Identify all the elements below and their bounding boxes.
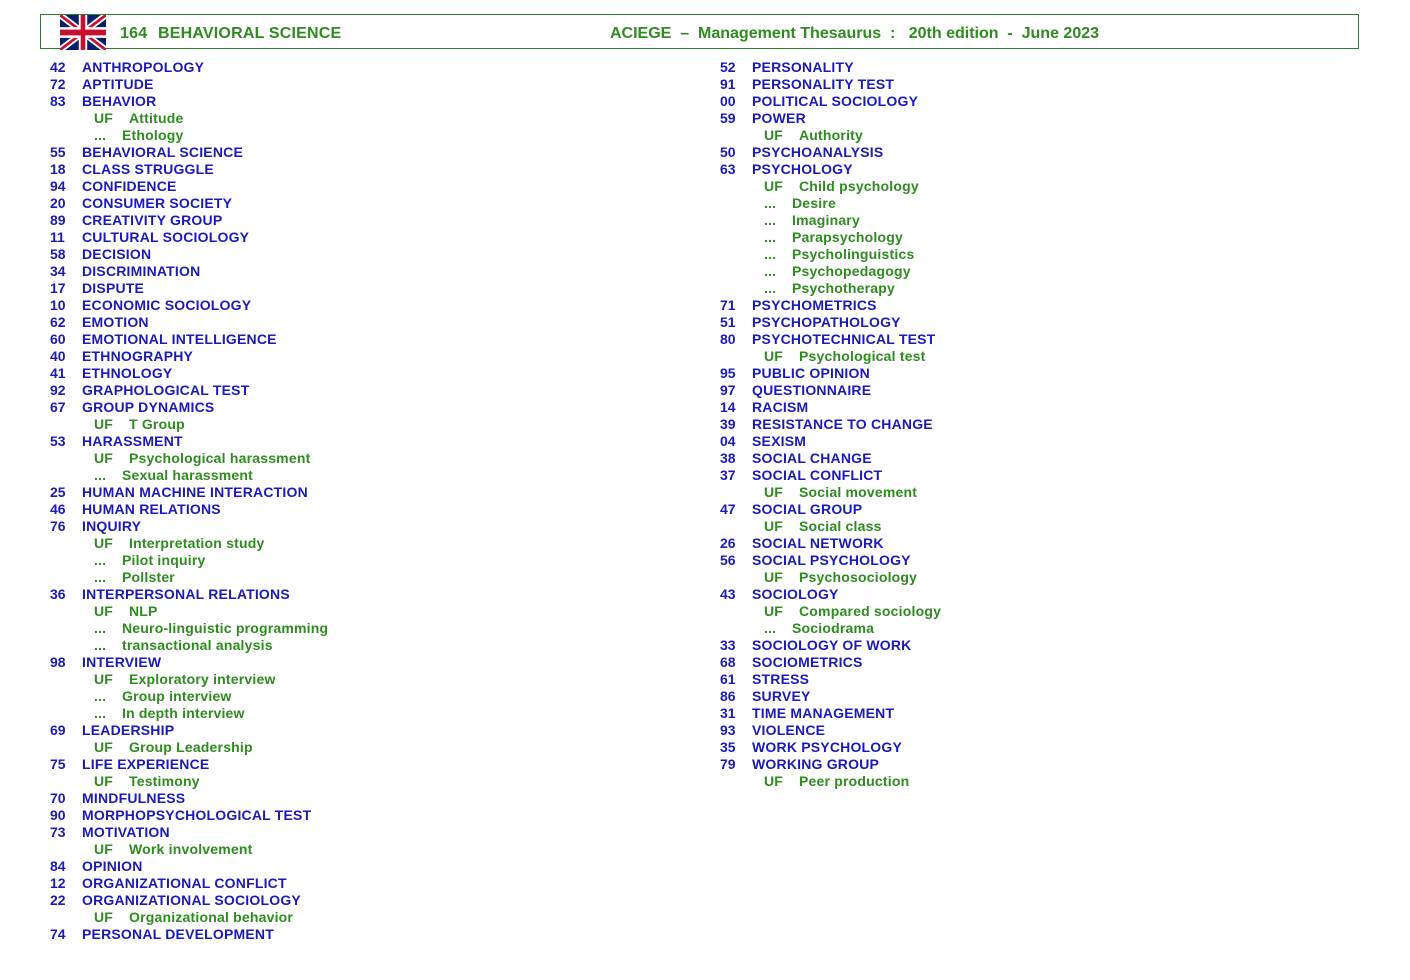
relation-marker: ... (764, 212, 777, 228)
related-term-label: Pilot inquiry (122, 552, 206, 568)
thesaurus-term-row (720, 654, 941, 671)
related-term-label: Authority (799, 127, 864, 143)
term-code: 26 (720, 535, 736, 551)
term-code: 84 (50, 858, 66, 874)
term-code: 71 (720, 297, 736, 313)
related-term-row (50, 773, 328, 790)
term-label: SOCIAL GROUP (752, 501, 863, 517)
thesaurus-term-row (720, 739, 941, 756)
term-label: CONFIDENCE (82, 178, 177, 194)
term-label: GRAPHOLOGICAL TEST (82, 382, 250, 398)
term-label: APTITUDE (82, 76, 154, 92)
term-label: PERSONAL DEVELOPMENT (82, 926, 274, 942)
thesaurus-term-row (720, 331, 941, 348)
related-term-label: Psychological test (799, 348, 926, 364)
related-term-row (50, 671, 328, 688)
term-label: MORPHOPSYCHOLOGICAL TEST (82, 807, 312, 823)
related-term-row (720, 603, 941, 620)
term-label: LEADERSHIP (82, 722, 175, 738)
term-label: EMOTIONAL INTELLIGENCE (82, 331, 277, 347)
term-code: 92 (50, 382, 66, 398)
relation-marker: UF (94, 671, 114, 687)
related-term-row (50, 110, 328, 127)
related-term-label: Parapsychology (792, 229, 903, 245)
thesaurus-term-row (50, 722, 328, 739)
term-label: HUMAN MACHINE INTERACTION (82, 484, 308, 500)
term-code: 14 (720, 399, 736, 415)
term-code: 69 (50, 722, 66, 738)
uk-flag-icon (60, 15, 106, 50)
related-term-row (720, 280, 941, 297)
term-code: 62 (50, 314, 66, 330)
relation-marker: UF (764, 518, 784, 534)
term-label: WORKING GROUP (752, 756, 880, 772)
related-term-row (50, 416, 328, 433)
thesaurus-term-row (720, 756, 941, 773)
term-code: 86 (720, 688, 736, 704)
thesaurus-term-row (720, 501, 941, 518)
related-term-row (720, 348, 941, 365)
term-label: DISPUTE (82, 280, 145, 296)
term-code: 37 (720, 467, 736, 483)
term-label: PERSONALITY TEST (752, 76, 895, 92)
term-code: 41 (50, 365, 66, 381)
thesaurus-term-row (720, 144, 941, 161)
related-term-row (50, 603, 328, 620)
thesaurus-term-row (720, 637, 941, 654)
relation-marker: ... (94, 688, 107, 704)
term-label: ORGANIZATIONAL SOCIOLOGY (82, 892, 301, 908)
term-code: 20 (50, 195, 66, 211)
term-code: 38 (720, 450, 736, 466)
related-term-row (50, 909, 328, 926)
term-label: CLASS STRUGGLE (82, 161, 214, 177)
term-label: DISCRIMINATION (82, 263, 201, 279)
thesaurus-term-row (720, 433, 941, 450)
term-code: 12 (50, 875, 66, 891)
right-term-column (720, 59, 941, 790)
relation-marker: UF (764, 348, 784, 364)
term-label: SOCIOLOGY OF WORK (752, 637, 912, 653)
thesaurus-term-row (50, 858, 328, 875)
thesaurus-term-row (50, 212, 328, 229)
related-term-label: Group Leadership (129, 739, 253, 755)
thesaurus-term-row (50, 484, 328, 501)
term-code: 47 (720, 501, 736, 517)
related-term-row (720, 246, 941, 263)
related-term-label: Pollster (122, 569, 175, 585)
term-code: 11 (50, 229, 65, 245)
related-term-row (720, 569, 941, 586)
thesaurus-term-row (720, 552, 941, 569)
related-term-label: Social class (799, 518, 882, 534)
term-label: MOTIVATION (82, 824, 170, 840)
relation-marker: UF (94, 773, 114, 789)
relation-marker: UF (94, 416, 114, 432)
term-label: SOCIAL PSYCHOLOGY (752, 552, 911, 568)
related-term-label: NLP (129, 603, 158, 619)
thesaurus-term-row (50, 195, 328, 212)
term-label: PERSONALITY (752, 59, 854, 75)
relation-marker: UF (94, 603, 114, 619)
term-label: ETHNOLOGY (82, 365, 173, 381)
thesaurus-term-row (50, 790, 328, 807)
term-label: OPINION (82, 858, 143, 874)
term-code: 40 (50, 348, 66, 364)
related-term-label: Work involvement (129, 841, 253, 857)
term-label: RACISM (752, 399, 809, 415)
relation-marker: UF (764, 127, 784, 143)
term-code: 91 (720, 76, 736, 92)
relation-marker: UF (764, 569, 784, 585)
thesaurus-term-row (720, 314, 941, 331)
left-term-column (50, 59, 328, 943)
thesaurus-term-row (50, 331, 328, 348)
thesaurus-term-row (720, 535, 941, 552)
thesaurus-term-row (50, 314, 328, 331)
related-term-row (720, 178, 941, 195)
term-label: RESISTANCE TO CHANGE (752, 416, 933, 432)
term-code: 36 (50, 586, 66, 602)
term-label: EMOTION (82, 314, 149, 330)
related-term-label: Child psychology (799, 178, 919, 194)
term-code: 33 (720, 637, 736, 653)
term-code: 93 (720, 722, 736, 738)
related-term-row (50, 841, 328, 858)
term-label: PSYCHOPATHOLOGY (752, 314, 901, 330)
term-code: 80 (720, 331, 736, 347)
thesaurus-term-row (50, 246, 328, 263)
relation-marker: ... (94, 127, 107, 143)
term-code: 59 (720, 110, 736, 126)
thesaurus-term-row (720, 450, 941, 467)
related-term-row (720, 195, 941, 212)
term-label: HARASSMENT (82, 433, 183, 449)
term-code: 25 (50, 484, 66, 500)
term-code: 72 (50, 76, 66, 92)
term-label: ECONOMIC SOCIOLOGY (82, 297, 252, 313)
term-code: 35 (720, 739, 736, 755)
thesaurus-term-row (50, 229, 328, 246)
thesaurus-term-row (50, 348, 328, 365)
thesaurus-term-row (720, 76, 941, 93)
thesaurus-term-row (720, 161, 941, 178)
related-term-label: Psychosociology (799, 569, 918, 585)
term-label: INQUIRY (82, 518, 142, 534)
related-term-row (720, 263, 941, 280)
relation-marker: UF (764, 484, 784, 500)
term-label: SEXISM (752, 433, 807, 449)
term-code: 98 (50, 654, 66, 670)
term-code: 46 (50, 501, 66, 517)
relation-marker: ... (94, 705, 107, 721)
relation-marker: UF (94, 909, 114, 925)
thesaurus-term-row (720, 382, 941, 399)
term-code: 50 (720, 144, 736, 160)
term-code: 94 (50, 178, 66, 194)
term-label: PSYCHOMETRICS (752, 297, 877, 313)
term-code: 67 (50, 399, 66, 415)
thesaurus-term-row (720, 722, 941, 739)
related-term-label: Attitude (129, 110, 184, 126)
relation-marker: ... (94, 637, 107, 653)
term-label: SOCIAL CHANGE (752, 450, 872, 466)
relation-marker: UF (764, 773, 784, 789)
related-term-label: Psychological harassment (129, 450, 311, 466)
term-code: 70 (50, 790, 66, 806)
thesaurus-term-row (50, 433, 328, 450)
related-term-row (720, 229, 941, 246)
thesaurus-term-row (50, 501, 328, 518)
relation-marker: UF (94, 110, 114, 126)
term-code: 83 (50, 93, 66, 109)
thesaurus-term-row (720, 671, 941, 688)
related-term-row (50, 535, 328, 552)
term-label: TIME MANAGEMENT (752, 705, 895, 721)
relation-marker: UF (764, 178, 784, 194)
term-label: ANTHROPOLOGY (82, 59, 205, 75)
related-term-row (50, 739, 328, 756)
related-term-row (720, 484, 941, 501)
relation-marker: ... (764, 195, 777, 211)
related-term-row (50, 688, 328, 705)
related-term-row (50, 620, 328, 637)
thesaurus-term-row (50, 365, 328, 382)
thesaurus-term-row (720, 416, 941, 433)
page-number: 164 (120, 25, 148, 42)
related-term-label: Social movement (799, 484, 918, 500)
related-term-row (720, 620, 941, 637)
related-term-label: Psychopedagogy (792, 263, 911, 279)
thesaurus-term-row (720, 705, 941, 722)
thesaurus-term-row (50, 756, 328, 773)
section-name: BEHAVIORAL SCIENCE (157, 25, 342, 42)
term-label: INTERPERSONAL RELATIONS (82, 586, 290, 602)
term-code: 89 (50, 212, 66, 228)
thesaurus-term-row (50, 161, 328, 178)
term-label: CULTURAL SOCIOLOGY (82, 229, 250, 245)
thesaurus-term-row (50, 178, 328, 195)
term-label: SOCIAL NETWORK (752, 535, 884, 551)
related-term-row (720, 518, 941, 535)
related-term-row (50, 637, 328, 654)
relation-marker: ... (94, 552, 107, 568)
related-term-label: Sociodrama (792, 620, 875, 636)
term-label: SURVEY (752, 688, 811, 704)
thesaurus-term-row (50, 926, 328, 943)
term-code: 18 (50, 161, 66, 177)
relation-marker: ... (764, 620, 777, 636)
thesaurus-term-row (50, 297, 328, 314)
term-label: MINDFULNESS (82, 790, 186, 806)
term-code: 17 (50, 280, 66, 296)
relation-marker: ... (94, 467, 107, 483)
publication-title: ACIEGE – Management Thesaurus : 20th edition - June 2023 (610, 25, 1100, 42)
term-label: PUBLIC OPINION (752, 365, 870, 381)
term-code: 73 (50, 824, 66, 840)
term-code: 58 (50, 246, 66, 262)
relation-marker: ... (764, 246, 777, 262)
thesaurus-term-row (50, 654, 328, 671)
term-code: 61 (720, 671, 736, 687)
relation-marker: UF (94, 739, 114, 755)
relation-marker: ... (764, 280, 777, 296)
related-term-row (720, 127, 941, 144)
term-code: 60 (50, 331, 66, 347)
term-code: 55 (50, 144, 66, 160)
term-label: SOCIOMETRICS (752, 654, 863, 670)
term-label: BEHAVIORAL SCIENCE (82, 144, 243, 160)
term-label: SOCIAL CONFLICT (752, 467, 883, 483)
relation-marker: UF (94, 535, 114, 551)
related-term-label: Psycholinguistics (792, 246, 915, 262)
relation-marker: ... (764, 229, 777, 245)
related-term-label: Interpretation study (129, 535, 265, 551)
term-label: STRESS (752, 671, 810, 687)
term-code: 68 (720, 654, 736, 670)
term-label: PSYCHOTECHNICAL TEST (752, 331, 936, 347)
term-label: VIOLENCE (752, 722, 826, 738)
related-term-label: Compared sociology (799, 603, 942, 619)
thesaurus-term-row (720, 59, 941, 76)
thesaurus-term-row (720, 110, 941, 127)
term-label: ORGANIZATIONAL CONFLICT (82, 875, 287, 891)
term-code: 56 (720, 552, 736, 568)
term-code: 79 (720, 756, 736, 772)
related-term-row (50, 127, 328, 144)
thesaurus-term-row (50, 892, 328, 909)
thesaurus-term-row (50, 382, 328, 399)
related-term-row (50, 450, 328, 467)
term-label: DECISION (82, 246, 152, 262)
term-label: POWER (752, 110, 806, 126)
term-label: BEHAVIOR (82, 93, 157, 109)
related-term-label: Exploratory interview (129, 671, 276, 687)
related-term-label: Peer production (799, 773, 910, 789)
thesaurus-term-row (50, 586, 328, 603)
relation-marker: UF (94, 841, 114, 857)
term-label: INTERVIEW (82, 654, 162, 670)
thesaurus-term-row (50, 399, 328, 416)
thesaurus-term-row (50, 93, 328, 110)
related-term-label: Psychotherapy (792, 280, 895, 296)
term-code: 34 (50, 263, 66, 279)
thesaurus-term-row (720, 688, 941, 705)
term-code: 95 (720, 365, 736, 381)
term-code: 97 (720, 382, 736, 398)
term-code: 00 (720, 93, 736, 109)
related-term-row (50, 467, 328, 484)
thesaurus-term-row (50, 76, 328, 93)
term-label: GROUP DYNAMICS (82, 399, 215, 415)
related-term-label: Neuro-linguistic programming (122, 620, 329, 636)
term-code: 22 (50, 892, 66, 908)
relation-marker: UF (764, 603, 784, 619)
related-term-label: Desire (792, 195, 837, 211)
related-term-label: transactional analysis (122, 637, 273, 653)
related-term-label: Group interview (122, 688, 232, 704)
term-label: ETHNOGRAPHY (82, 348, 194, 364)
thesaurus-term-row (50, 807, 328, 824)
term-label: HUMAN RELATIONS (82, 501, 221, 517)
relation-marker: UF (94, 450, 114, 466)
related-term-label: T Group (129, 416, 185, 432)
term-label: SOCIOLOGY (752, 586, 839, 602)
thesaurus-term-row (50, 518, 328, 535)
related-term-row (50, 569, 328, 586)
related-term-label: Ethology (122, 127, 184, 143)
related-term-row (50, 552, 328, 569)
term-code: 53 (50, 433, 66, 449)
thesaurus-term-row (720, 467, 941, 484)
related-term-row (720, 212, 941, 229)
related-term-row (50, 705, 328, 722)
relation-marker: ... (764, 263, 777, 279)
relation-marker: ... (94, 569, 107, 585)
term-label: PSYCHOANALYSIS (752, 144, 884, 160)
related-term-label: Testimony (129, 773, 200, 789)
related-term-label: Sexual harassment (122, 467, 254, 483)
term-label: WORK PSYCHOLOGY (752, 739, 903, 755)
thesaurus-term-row (720, 93, 941, 110)
term-label: CONSUMER SOCIETY (82, 195, 233, 211)
related-term-row (720, 773, 941, 790)
term-label: LIFE EXPERIENCE (82, 756, 210, 772)
thesaurus-term-row (720, 586, 941, 603)
term-code: 10 (50, 297, 66, 313)
term-label: QUESTIONNAIRE (752, 382, 872, 398)
relation-marker: ... (94, 620, 107, 636)
thesaurus-term-row (50, 824, 328, 841)
thesaurus-term-row (50, 59, 328, 76)
thesaurus-term-row (50, 280, 328, 297)
section-title (120, 25, 341, 43)
term-code: 43 (720, 586, 736, 602)
term-code: 04 (720, 433, 736, 449)
term-label: CREATIVITY GROUP (82, 212, 223, 228)
term-code: 74 (50, 926, 66, 942)
term-label: POLITICAL SOCIOLOGY (752, 93, 919, 109)
thesaurus-term-row (50, 875, 328, 892)
term-code: 42 (50, 59, 66, 75)
thesaurus-term-row (720, 365, 941, 382)
term-code: 51 (720, 314, 736, 330)
thesaurus-term-row (50, 263, 328, 280)
thesaurus-term-row (50, 144, 328, 161)
related-term-label: Imaginary (792, 212, 860, 228)
term-code: 63 (720, 161, 736, 177)
term-code: 75 (50, 756, 66, 772)
term-code: 31 (720, 705, 736, 721)
related-term-label: Organizational behavior (129, 909, 294, 925)
term-code: 76 (50, 518, 66, 534)
thesaurus-term-row (720, 399, 941, 416)
term-code: 90 (50, 807, 66, 823)
related-term-label: In depth interview (122, 705, 245, 721)
page-header (40, 14, 1359, 49)
term-label: PSYCHOLOGY (752, 161, 853, 177)
thesaurus-term-row (720, 297, 941, 314)
term-code: 52 (720, 59, 736, 75)
term-code: 39 (720, 416, 736, 432)
